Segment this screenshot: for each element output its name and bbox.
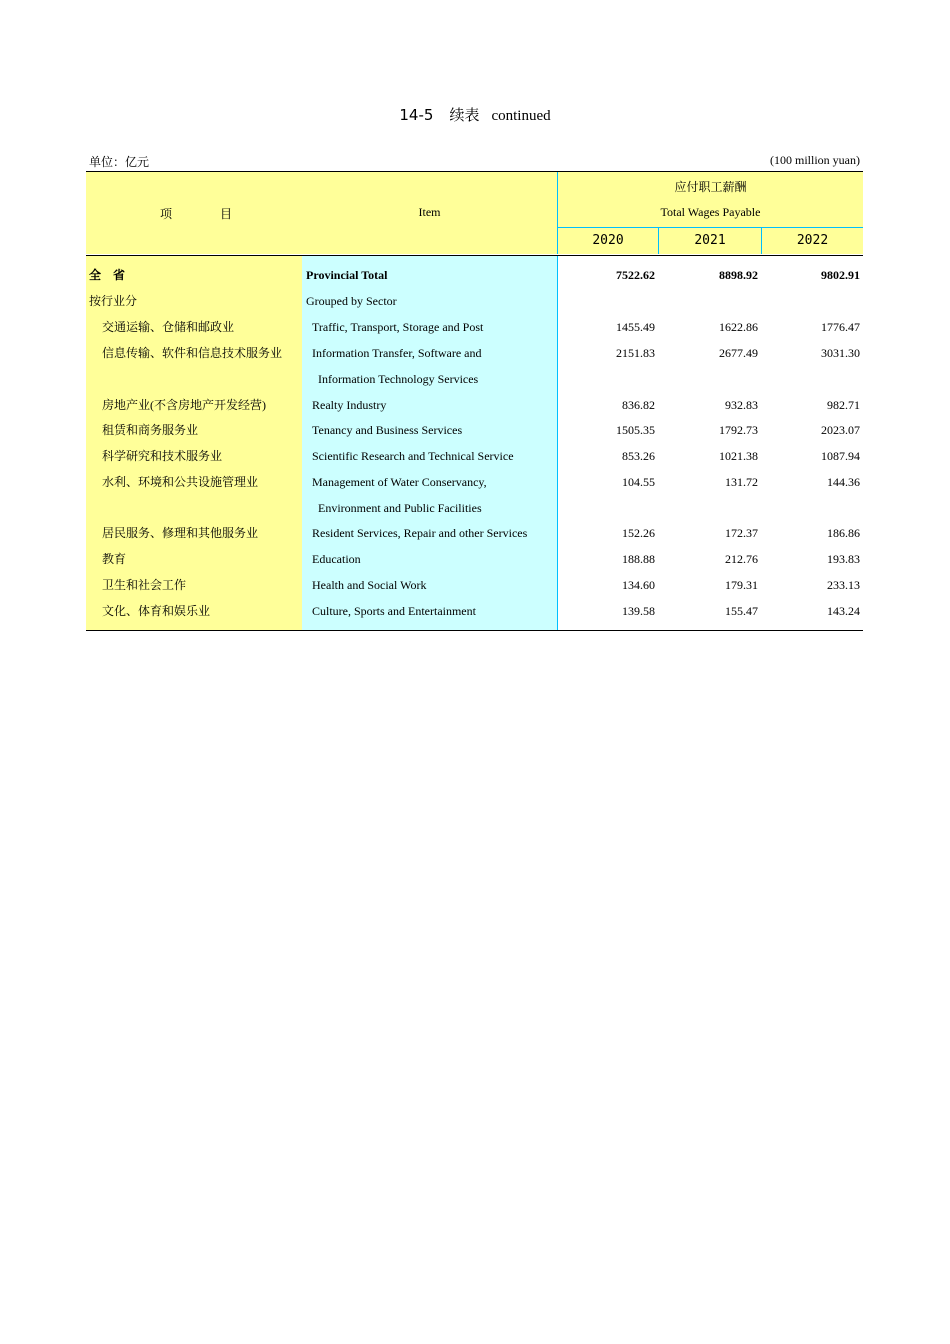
- row-label-cn: 居民服务、修理和其他服务业: [102, 526, 259, 540]
- row-label-en: Provincial Total: [306, 268, 388, 282]
- row-label-en: Management of Water Conservancy,: [312, 475, 487, 489]
- row-value-2022: 1087.94: [821, 449, 860, 463]
- row-value-2022: 144.36: [827, 475, 860, 489]
- row-value-2021: 179.31: [725, 578, 758, 592]
- table-number: 14-5: [399, 106, 434, 124]
- title-continued-cn: 续表: [449, 108, 480, 124]
- row-value-2022: 186.86: [827, 526, 860, 540]
- header-item-en-label: Item: [418, 205, 441, 219]
- row-label-en: Information Transfer, Software and: [312, 346, 482, 360]
- table-row: [86, 469, 863, 495]
- row-value-2022: 9802.91: [821, 268, 860, 282]
- row-label-cn: 卫生和社会工作: [102, 578, 187, 592]
- table-row: [86, 572, 863, 598]
- table-row: [86, 392, 863, 418]
- unit-label-en: (100 million yuan): [770, 153, 860, 167]
- table-header: [86, 171, 863, 256]
- row-label-cn: 交通运输、仓储和邮政业: [102, 320, 235, 334]
- row-value-2020: 2151.83: [616, 346, 655, 360]
- title-continued-en: continued: [491, 108, 551, 124]
- row-label-cn: 房地产业(不含房地产开发经营): [102, 398, 266, 412]
- row-value-2022: 233.13: [827, 578, 860, 592]
- row-value-2022: 3031.30: [821, 346, 860, 360]
- row-label-en: Culture, Sports and Entertainment: [312, 604, 476, 618]
- table-title: [0, 104, 950, 125]
- table-body: [86, 256, 863, 631]
- header-year-2022: 2022: [796, 233, 829, 248]
- table-row: [86, 520, 863, 546]
- row-value-2020: 1455.49: [616, 320, 655, 334]
- header-values-group: [558, 172, 863, 254]
- row-label-en: Tenancy and Business Services: [312, 423, 463, 437]
- row-label-cn: 全 省: [89, 268, 126, 282]
- table-row: [86, 262, 863, 288]
- row-label-cn: 租赁和商务服务业: [102, 423, 199, 437]
- row-label-en: Realty Industry: [312, 398, 387, 412]
- row-label-en: Information Technology Services: [318, 372, 479, 386]
- row-value-2020: 134.60: [622, 578, 655, 592]
- row-value-2020: 1505.35: [616, 423, 655, 437]
- row-value-2020: 7522.62: [616, 268, 655, 282]
- row-value-2021: 172.37: [725, 526, 758, 540]
- row-value-2022: 1776.47: [821, 320, 860, 334]
- row-value-2021: 155.47: [725, 604, 758, 618]
- row-label-cn: 水利、环境和公共设施管理业: [102, 475, 259, 489]
- table-row: [86, 314, 863, 340]
- header-group-en: Total Wages Payable: [660, 205, 761, 219]
- row-label-en: Resident Services, Repair and other Services: [312, 526, 528, 540]
- header-item-en: [302, 172, 558, 254]
- table-row: [86, 495, 863, 521]
- row-value-2022: 143.24: [827, 604, 860, 618]
- row-label-en: Grouped by Sector: [306, 294, 397, 308]
- row-label-cn: 信息传输、软件和信息技术服务业: [102, 346, 283, 360]
- header-item-cn: [86, 172, 302, 254]
- row-value-2021: 1622.86: [719, 320, 758, 334]
- header-item-cn-a: 项: [160, 207, 173, 221]
- row-label-cn: 按行业分: [89, 294, 138, 308]
- header-year-2021: 2021: [659, 228, 762, 254]
- table-row: [86, 598, 863, 624]
- row-value-2021: 1021.38: [719, 449, 758, 463]
- row-value-2021: 1792.73: [719, 423, 758, 437]
- table-row: [86, 443, 863, 469]
- header-group-cn: 应付职工薪酬: [674, 180, 747, 194]
- header-year-2020: 2020: [558, 228, 659, 254]
- row-value-2021: 932.83: [725, 398, 758, 412]
- row-label-en: Health and Social Work: [312, 578, 427, 592]
- row-value-2021: 8898.92: [719, 268, 758, 282]
- row-value-2021: 131.72: [725, 475, 758, 489]
- header-item-cn-b: 目: [220, 207, 233, 221]
- table-row: [86, 288, 863, 314]
- row-label-cn: 文化、体育和娱乐业: [102, 604, 211, 618]
- table-row: [86, 417, 863, 443]
- row-value-2022: 193.83: [827, 552, 860, 566]
- wages-table: [86, 171, 863, 631]
- table-row: [86, 546, 863, 572]
- row-value-2021: 212.76: [725, 552, 758, 566]
- row-label-en: Traffic, Transport, Storage and Post: [312, 320, 484, 334]
- table-row: [86, 366, 863, 392]
- row-label-cn: 科学研究和技术服务业: [102, 449, 223, 463]
- row-value-2020: 836.82: [622, 398, 655, 412]
- row-label-cn: 教育: [102, 552, 127, 566]
- row-value-2020: 853.26: [622, 449, 655, 463]
- row-value-2020: 152.26: [622, 526, 655, 540]
- row-value-2022: 2023.07: [821, 423, 860, 437]
- row-value-2020: 188.88: [622, 552, 655, 566]
- row-label-en: Scientific Research and Technical Service: [312, 449, 514, 463]
- table-row: [86, 340, 863, 366]
- row-value-2020: 104.55: [622, 475, 655, 489]
- row-value-2021: 2677.49: [719, 346, 758, 360]
- unit-label-cn: 单位：亿元: [89, 155, 150, 169]
- row-value-2022: 982.71: [827, 398, 860, 412]
- row-label-en: Environment and Public Facilities: [318, 501, 482, 515]
- row-label-en: Education: [312, 552, 361, 566]
- row-value-2020: 139.58: [622, 604, 655, 618]
